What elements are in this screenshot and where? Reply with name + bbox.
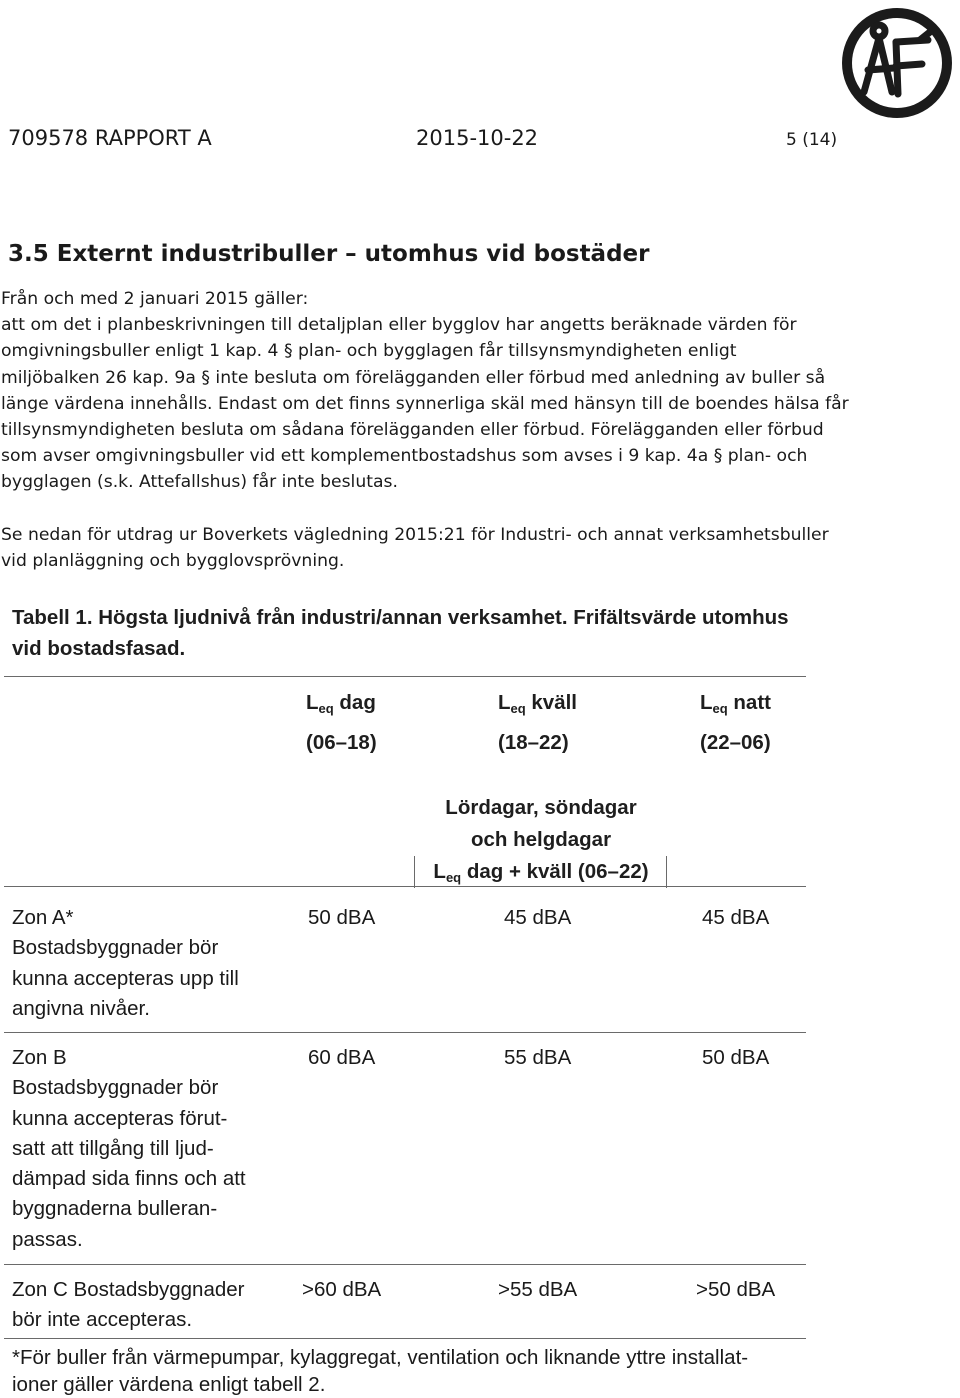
table-rule bbox=[4, 886, 806, 887]
caption-line: Tabell 1. Högsta ljudnivå från industri/annan verksamhet. Frifältsvärde utomhus bbox=[12, 606, 789, 629]
weekend-header: Lördagar, söndagar och helgdagar $L_{eq}$ dag + kväll (06–22) bbox=[433, 796, 649, 885]
zone-c-night: >50 dBA bbox=[696, 1278, 776, 1301]
zone-a-evening: 45 dBA bbox=[504, 906, 572, 929]
paragraph-line: vid planläggning och bygglovsprövning. bbox=[1, 550, 345, 571]
table-divider bbox=[666, 856, 667, 888]
column-header-night: $L_{eq}$ natt (22–06) bbox=[700, 691, 771, 754]
paragraph-line: länge värdena innehålls. Endast om det finns synnerliga skäl med hänsyn till de boendes hälsa får bbox=[1, 393, 849, 414]
zone-b-night: 50 dBA bbox=[702, 1046, 770, 1069]
zone-a-day: 50 dBA bbox=[308, 906, 376, 929]
page-number: 5 (14) bbox=[786, 130, 838, 150]
paragraph-line: bygglagen (s.k. Attefallshus) får inte beslutas. bbox=[1, 472, 398, 493]
table-footnote: *För buller från värmepumpar, kylaggregat, ventilation och liknande yttre installat- ioner gäller värdena enligt tabell 2. bbox=[12, 1346, 749, 1396]
paragraph-line: Från och med 2 januari 2015 gäller: bbox=[1, 289, 309, 309]
table-rule bbox=[4, 676, 806, 677]
zone-b-day: 60 dBA bbox=[308, 1046, 376, 1069]
report-date: 2015-10-22 bbox=[416, 126, 539, 150]
paragraph-line: omgivningsbuller enligt 1 kap. 4 § plan- och bygglagen får tillsynsmyndigheten enligt bbox=[1, 341, 737, 362]
section-title: 3.5 Externt industribuller – utomhus vid bostäder bbox=[8, 241, 650, 267]
table-rule bbox=[4, 1338, 806, 1339]
zone-b-evening: 55 dBA bbox=[504, 1046, 572, 1069]
paragraph-line: att om det i planbeskrivningen till detaljplan eller bygglov har angetts beräknade värden för bbox=[1, 315, 797, 336]
table-rule bbox=[4, 1264, 806, 1265]
page-header bbox=[0, 126, 960, 160]
noise-limits-table bbox=[0, 598, 820, 1395]
table-divider bbox=[414, 856, 415, 888]
zone-c-day: >60 dBA bbox=[302, 1278, 382, 1301]
column-header-evening: $L_{eq}$ kväll (18–22) bbox=[498, 691, 577, 754]
table-rule bbox=[4, 1032, 806, 1033]
caption-line: vid bostadsfasad. bbox=[12, 637, 186, 660]
table-caption bbox=[12, 602, 802, 664]
zone-c-evening: >55 dBA bbox=[498, 1278, 578, 1301]
body-text bbox=[1, 286, 951, 574]
paragraph-line: tillsynsmyndigheten besluta om sådana förelägganden eller förbud. Förelägganden eller förbud bbox=[1, 420, 824, 441]
report-number: 709578 RAPPORT A bbox=[8, 126, 212, 150]
column-header-day: $L_{eq}$ dag (06–18) bbox=[306, 691, 377, 754]
paragraph-line: Se nedan för utdrag ur Boverkets vägledning 2015:21 för Industri- och annat verksamhetsbuller bbox=[1, 524, 829, 545]
af-logo-icon bbox=[838, 4, 956, 122]
paragraph-line: miljöbalken 26 kap. 9a § inte besluta om förelägganden eller förbud med anledning av buller så bbox=[1, 367, 826, 388]
zone-a-night: 45 dBA bbox=[702, 906, 770, 929]
zone-a-label: Zon A* Bostadsbyggnader bör kunna accepteras upp till angivna nivåer. bbox=[12, 906, 239, 1020]
zone-c-label: Zon C Bostadsbyggnader bör inte accepteras. bbox=[12, 1278, 245, 1332]
paragraph-line: som avser omgivningsbuller vid ett komplementbostadshus som avses i 9 kap. 4a § plan- och bbox=[1, 446, 808, 467]
zone-b-label: Zon B Bostadsbyggnader bör kunna accepteras förut- satt att tillgång till ljud- dämpad sida finns och att byggnaderna bulleran- passas. bbox=[12, 1046, 246, 1251]
